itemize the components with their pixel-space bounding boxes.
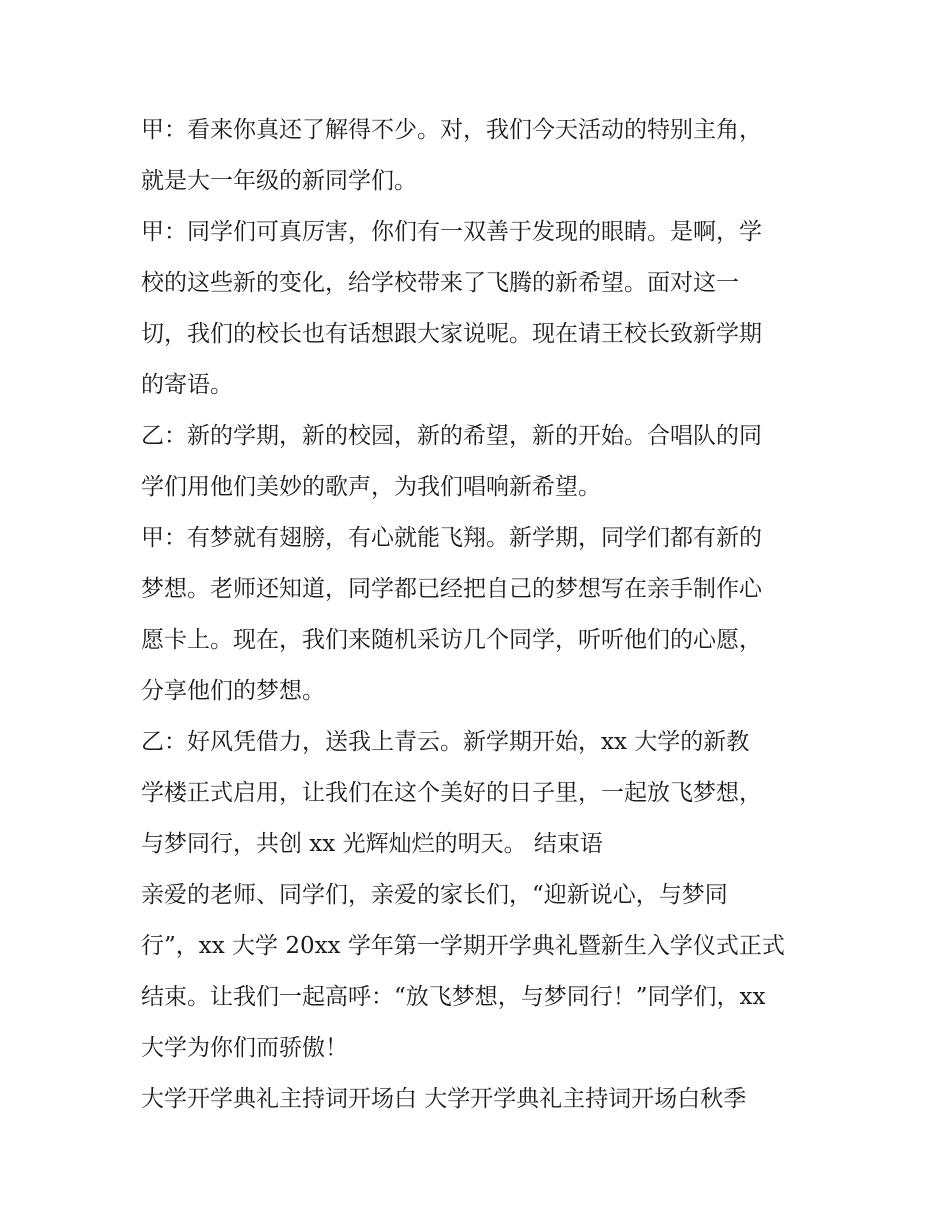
paragraph-5 [141,717,813,870]
text-line: 梦想。老师还知道，同学都已经把自己的梦想写在亲手制作心 [141,576,762,602]
text-line: 行”，xx 大学 20xx 学年第一学期开学典礼暨新生入学仪式正式 [141,933,785,959]
paragraph-2 [141,207,813,411]
text-line: 乙：好风凭借力，送我上青云。新学期开始，xx 大学的新教 [141,729,750,755]
text-line: 亲爱的老师、同学们，亲爱的家长们，“迎新说心，与梦同 [141,882,728,908]
text-line: 乙：新的学期，新的校园，新的希望，新的开始。合唱队的同 [141,423,762,449]
text-line: 学们用他们美妙的歌声，为我们唱响新希望。 [141,474,601,500]
text-line: 与梦同行，共创 xx 光辉灿烂的明天。 结束语 [141,831,603,857]
paragraph-7 [141,1074,813,1125]
text-line: 甲：同学们可真厉害，你们有一双善于发现的眼睛。是啊，学 [141,219,762,245]
text-line: 分享他们的梦想。 [141,678,325,704]
text-line: 大学为你们而骄傲！ [141,1035,348,1061]
text-line: 就是大一年级的新同学们。 [141,168,417,194]
text-line: 愿卡上。现在，我们来随机采访几个同学，听听他们的心愿， [141,627,762,653]
text-line: 甲：看来你真还了解得不少。对，我们今天活动的特别主角， [141,117,762,143]
paragraph-1 [141,105,813,207]
paragraph-3 [141,411,813,513]
text-line: 大学开学典礼主持词开场白 大学开学典礼主持词开场白秋季 [141,1086,747,1112]
text-line: 切，我们的校长也有话想跟大家说呢。现在请王校长致新学期 [141,321,762,347]
paragraph-6 [141,870,813,1074]
document-body [141,105,813,1125]
paragraph-4 [141,513,813,717]
text-line: 结束。让我们一起高呼：“放飞梦想，与梦同行！”同学们，xx [141,984,766,1010]
text-line: 的寄语。 [141,372,233,398]
text-line: 甲：有梦就有翅膀，有心就能飞翔。新学期，同学们都有新的 [141,525,762,551]
text-line: 学楼正式启用，让我们在这个美好的日子里，一起放飞梦想， [141,780,762,806]
text-line: 校的这些新的变化，给学校带来了飞腾的新希望。面对这一 [141,270,739,296]
